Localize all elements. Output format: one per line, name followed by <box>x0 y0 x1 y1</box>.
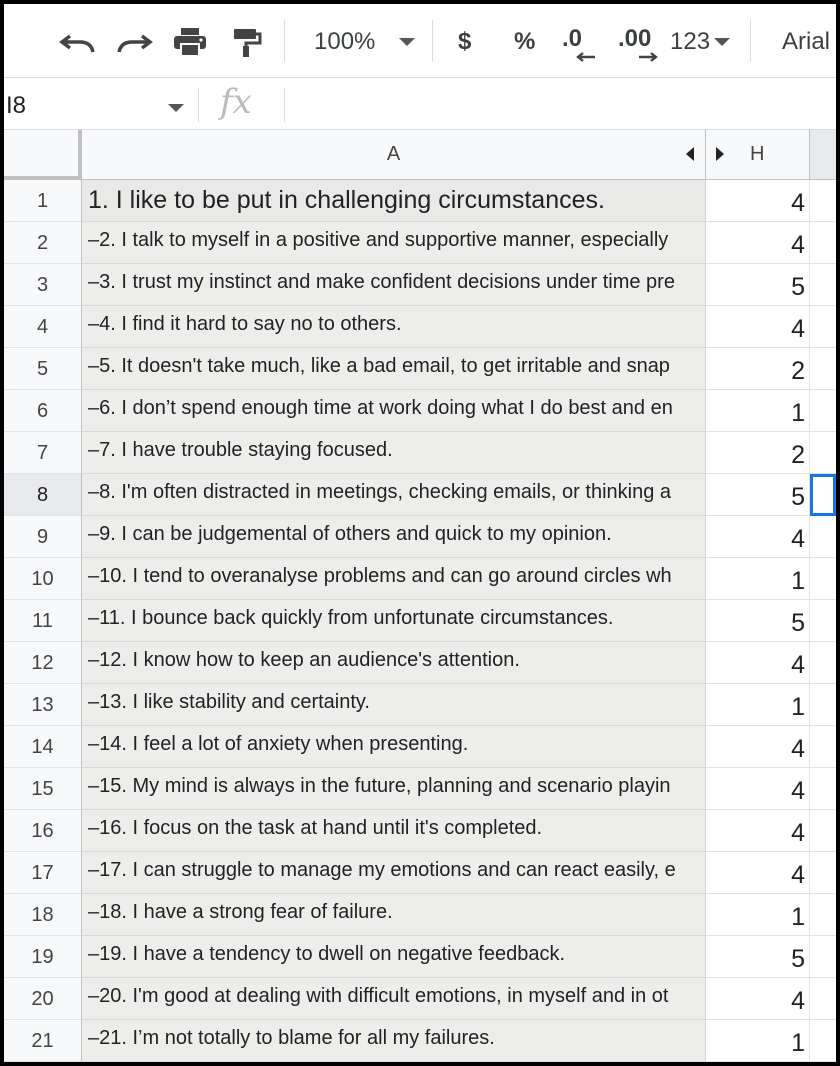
table-row <box>4 684 836 726</box>
cell-column-i[interactable] <box>810 726 836 768</box>
cell-column-h[interactable]: 4 <box>706 978 810 1020</box>
cell-column-i[interactable] <box>810 642 836 684</box>
currency-format-button[interactable] <box>458 22 471 62</box>
table-row <box>4 516 836 558</box>
row-header[interactable]: 11 <box>4 600 82 642</box>
unhide-columns-left-icon[interactable] <box>686 147 694 161</box>
cell-column-a[interactable]: –21. I’m not totally to blame for all my failures. <box>82 1020 706 1062</box>
arrow-left-icon <box>576 52 596 62</box>
cell-column-i[interactable] <box>810 516 836 558</box>
row-header[interactable]: 2 <box>4 222 82 264</box>
row-header[interactable]: 15 <box>4 768 82 810</box>
toolbar-divider <box>432 20 433 62</box>
percent-format-button[interactable] <box>514 22 535 62</box>
cell-column-i[interactable] <box>810 978 836 1020</box>
cell-column-h[interactable]: 4 <box>706 180 810 222</box>
cell-column-h[interactable]: 4 <box>706 306 810 348</box>
row-header[interactable]: 10 <box>4 558 82 600</box>
formula-bar <box>4 78 836 130</box>
undo-icon <box>60 28 96 56</box>
cell-column-i[interactable] <box>810 180 836 222</box>
cell-column-h[interactable]: 2 <box>706 348 810 390</box>
cell-column-a[interactable]: –3. I trust my instinct and make confident decisions under time pre <box>82 264 706 306</box>
cell-column-i[interactable] <box>810 1020 836 1062</box>
cell-column-h[interactable]: 4 <box>706 768 810 810</box>
row-header[interactable]: 1 <box>4 180 82 222</box>
zoom-select[interactable] <box>314 22 415 62</box>
cell-column-a[interactable]: –7. I have trouble staying focused. <box>82 432 706 474</box>
cell-column-i[interactable] <box>810 600 836 642</box>
font-select[interactable] <box>782 22 830 62</box>
toolbar-divider <box>284 20 285 62</box>
redo-icon <box>116 28 152 56</box>
table-row <box>4 432 836 474</box>
row-header[interactable]: 5 <box>4 348 82 390</box>
row-header[interactable]: 20 <box>4 978 82 1020</box>
increase-decimals-button[interactable] <box>618 22 651 62</box>
table-row <box>4 558 836 600</box>
increase-decimals-label: .00 <box>618 25 652 52</box>
chevron-down-icon <box>399 38 415 46</box>
table-row <box>4 768 836 810</box>
paint-format-button[interactable] <box>230 22 262 62</box>
formula-divider <box>198 88 199 122</box>
cell-column-a[interactable]: –8. I'm often distracted in meetings, checking emails, or thinking a <box>82 474 706 516</box>
cell-column-i[interactable] <box>810 684 836 726</box>
cell-column-h[interactable]: 4 <box>706 852 810 894</box>
decrease-decimals-button[interactable] <box>562 22 582 62</box>
cell-column-a[interactable]: –17. I can struggle to manage my emotions and can react easily, e <box>82 852 706 894</box>
select-all-corner[interactable] <box>4 130 82 180</box>
table-row <box>4 810 836 852</box>
cell-column-i[interactable] <box>810 390 836 432</box>
cell-column-a[interactable]: –11. I bounce back quickly from unfortunate circumstances. <box>82 600 706 642</box>
cell-column-h[interactable]: 4 <box>706 726 810 768</box>
row-header[interactable]: 14 <box>4 726 82 768</box>
row-header[interactable]: 18 <box>4 894 82 936</box>
row-header[interactable]: 4 <box>4 306 82 348</box>
chevron-down-icon <box>714 38 730 46</box>
unhide-columns-right-icon[interactable] <box>716 147 724 161</box>
cell-column-i[interactable] <box>810 432 836 474</box>
table-row <box>4 642 836 684</box>
redo-button[interactable] <box>116 22 152 62</box>
cell-column-a[interactable]: –6. I don’t spend enough time at work doing what I do best and en <box>82 390 706 432</box>
row-header[interactable]: 13 <box>4 684 82 726</box>
cell-column-h[interactable]: 5 <box>706 264 810 306</box>
print-button[interactable] <box>172 22 208 62</box>
cell-column-a[interactable]: –20. I'm good at dealing with difficult emotions, in myself and in ot <box>82 978 706 1020</box>
row-header[interactable]: 17 <box>4 852 82 894</box>
cell-column-a[interactable]: –4. I find it hard to say no to others. <box>82 306 706 348</box>
cell-column-h[interactable]: 5 <box>706 936 810 978</box>
cell-column-a[interactable]: –12. I know how to keep an audience's attention. <box>82 642 706 684</box>
cell-column-h[interactable]: 4 <box>706 516 810 558</box>
cell-column-a[interactable]: –9. I can be judgemental of others and quick to my opinion. <box>82 516 706 558</box>
cell-column-i[interactable] <box>810 810 836 852</box>
table-row <box>4 264 836 306</box>
row-header[interactable]: 8 <box>4 474 82 516</box>
cell-column-h[interactable]: 4 <box>706 810 810 852</box>
cell-column-h[interactable]: 5 <box>706 600 810 642</box>
row-header[interactable]: 12 <box>4 642 82 684</box>
cell-column-h[interactable]: 1 <box>706 558 810 600</box>
cell-column-i[interactable] <box>810 348 836 390</box>
row-header[interactable]: 9 <box>4 516 82 558</box>
currency-symbol: $ <box>458 28 472 55</box>
cell-column-a[interactable]: –5. It doesn't take much, like a bad email, to get irritable and snap <box>82 348 706 390</box>
table-row <box>4 390 836 432</box>
fx-icon: fx <box>220 82 252 122</box>
cell-column-i[interactable] <box>810 264 836 306</box>
cell-column-h[interactable]: 1 <box>706 894 810 936</box>
decrease-decimals-label: .0 <box>562 25 583 52</box>
toolbar-divider <box>750 20 751 62</box>
cell-column-h[interactable]: 1 <box>706 390 810 432</box>
formula-divider <box>284 88 285 122</box>
sheet-grid <box>4 130 836 1057</box>
row-header[interactable]: 19 <box>4 936 82 978</box>
row-header[interactable]: 7 <box>4 432 82 474</box>
cell-column-h[interactable]: 5 <box>706 474 810 516</box>
cell-column-i[interactable] <box>810 222 836 264</box>
table-row <box>4 306 836 348</box>
percent-symbol: % <box>514 28 536 55</box>
cell-column-a[interactable]: –15. My mind is always in the future, planning and scenario playin <box>82 768 706 810</box>
table-row <box>4 180 836 222</box>
cell-column-a[interactable]: –19. I have a tendency to dwell on negative feedback. <box>82 936 706 978</box>
cell-column-i[interactable] <box>810 558 836 600</box>
column-header-a[interactable] <box>82 130 706 180</box>
table-row <box>4 348 836 390</box>
row-header[interactable]: 21 <box>4 1020 82 1062</box>
row-header[interactable]: 16 <box>4 810 82 852</box>
more-formats-label: 123 <box>670 28 711 55</box>
row-header[interactable]: 6 <box>4 390 82 432</box>
cell-column-h[interactable]: 1 <box>706 684 810 726</box>
zoom-value: 100% <box>314 28 376 55</box>
cell-column-a[interactable]: –13. I like stability and certainty. <box>82 684 706 726</box>
table-row <box>4 1020 836 1062</box>
cell-column-i[interactable] <box>810 768 836 810</box>
table-row <box>4 726 836 768</box>
table-row <box>4 600 836 642</box>
column-header-label: H <box>750 143 765 165</box>
cell-column-a[interactable]: –2. I talk to myself in a positive and supportive manner, especially <box>82 222 706 264</box>
toolbar <box>4 4 836 78</box>
arrow-right-icon <box>638 52 658 62</box>
cell-column-i[interactable] <box>810 936 836 978</box>
table-row <box>4 936 836 978</box>
undo-button[interactable] <box>60 22 96 62</box>
cell-column-i[interactable] <box>810 894 836 936</box>
font-name: Arial <box>782 28 831 55</box>
cell-column-a[interactable]: –16. I focus on the task at hand until it's completed. <box>82 810 706 852</box>
more-formats-select[interactable] <box>670 22 730 62</box>
cell-column-i[interactable] <box>810 306 836 348</box>
chevron-down-icon[interactable] <box>168 104 184 112</box>
row-header[interactable]: 3 <box>4 264 82 306</box>
cell-column-h[interactable]: 1 <box>706 1020 810 1062</box>
selected-cell[interactable] <box>810 474 836 516</box>
print-icon <box>172 26 208 58</box>
cell-column-i[interactable] <box>810 852 836 894</box>
column-header-label: A <box>386 143 401 165</box>
cell-column-h[interactable]: 4 <box>706 222 810 264</box>
cell-column-a[interactable]: –18. I have a strong fear of failure. <box>82 894 706 936</box>
column-header-i[interactable] <box>810 130 836 180</box>
spreadsheet-window <box>4 4 836 1057</box>
cell-column-a[interactable]: –10. I tend to overanalyse problems and can go around circles wh <box>82 558 706 600</box>
cell-column-a[interactable]: –14. I feel a lot of anxiety when presenting. <box>82 726 706 768</box>
table-row <box>4 474 836 516</box>
table-row <box>4 222 836 264</box>
table-row <box>4 852 836 894</box>
name-box[interactable]: I8 <box>6 92 27 119</box>
cell-column-a[interactable]: 1. I like to be put in challenging circumstances. <box>82 180 706 222</box>
paint-format-icon <box>230 26 262 58</box>
table-row <box>4 978 836 1020</box>
cell-column-h[interactable]: 2 <box>706 432 810 474</box>
table-row <box>4 894 836 936</box>
cell-column-h[interactable]: 4 <box>706 642 810 684</box>
